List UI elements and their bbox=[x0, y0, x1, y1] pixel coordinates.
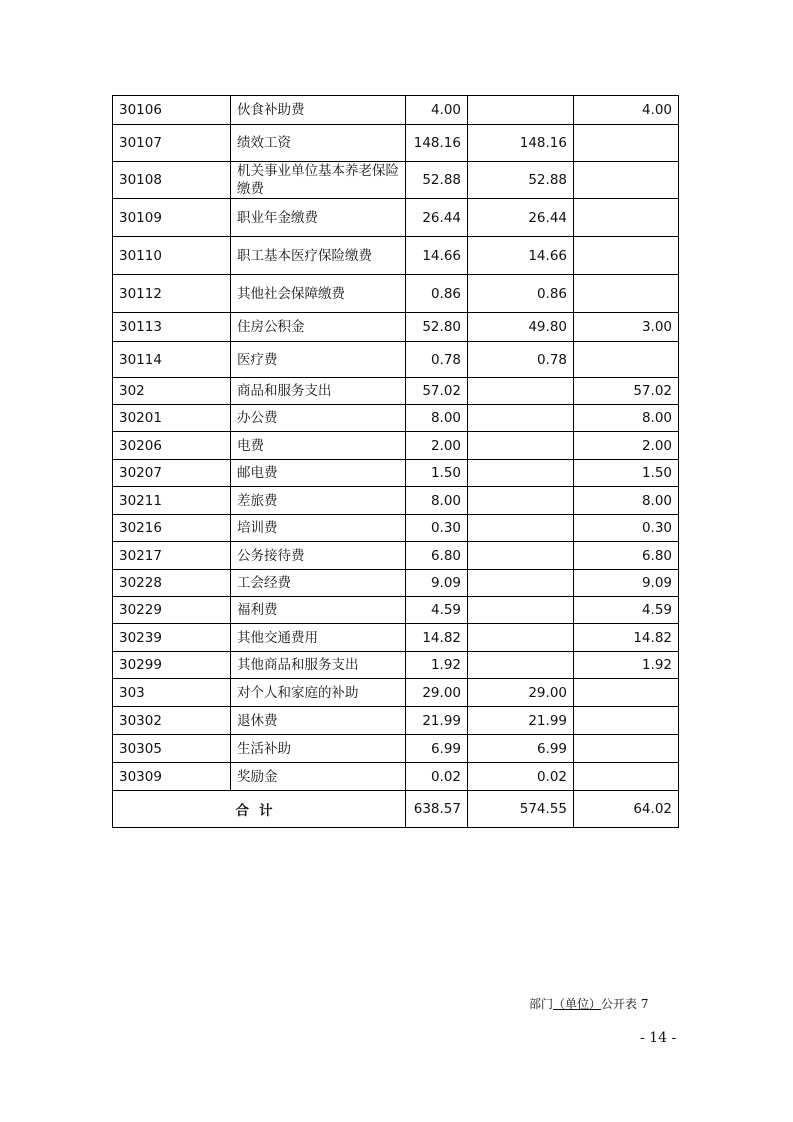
table-row bbox=[113, 342, 679, 378]
amount-project: 4.00 bbox=[574, 96, 679, 125]
amount-basic: 148.16 bbox=[468, 125, 574, 162]
amount-basic bbox=[468, 597, 574, 624]
account-code: 30299 bbox=[113, 652, 231, 679]
amount-basic: 0.02 bbox=[468, 763, 574, 791]
account-code: 30112 bbox=[113, 275, 231, 313]
amount-project bbox=[574, 125, 679, 162]
table-row bbox=[113, 679, 679, 707]
page-number: - 14 - bbox=[640, 1030, 677, 1046]
account-name: 住房公积金 bbox=[231, 313, 406, 342]
account-code: 30206 bbox=[113, 432, 231, 460]
table-row bbox=[113, 199, 679, 237]
account-name: 生活补助 bbox=[231, 735, 406, 763]
account-code: 30229 bbox=[113, 597, 231, 624]
amount-basic bbox=[468, 515, 574, 542]
amount-project bbox=[574, 199, 679, 237]
account-name: 培训费 bbox=[231, 515, 406, 542]
amount-total: 4.00 bbox=[406, 96, 468, 125]
account-code: 30217 bbox=[113, 542, 231, 570]
table-row bbox=[113, 624, 679, 652]
account-name: 绩效工资 bbox=[231, 125, 406, 162]
footer-prefix: 部门 bbox=[529, 997, 554, 1011]
table-footer-title bbox=[529, 995, 648, 1012]
footer-suffix: 公开表 7 bbox=[601, 997, 649, 1011]
table-row bbox=[113, 652, 679, 679]
amount-basic bbox=[468, 96, 574, 125]
table-row bbox=[113, 515, 679, 542]
amount-project bbox=[574, 237, 679, 275]
amount-project: 14.82 bbox=[574, 624, 679, 652]
amount-basic: 49.80 bbox=[468, 313, 574, 342]
account-name: 差旅费 bbox=[231, 487, 406, 515]
amount-total: 0.86 bbox=[406, 275, 468, 313]
amount-basic bbox=[468, 652, 574, 679]
amount-project bbox=[574, 162, 679, 199]
account-code: 30114 bbox=[113, 342, 231, 378]
amount-basic: 0.86 bbox=[468, 275, 574, 313]
account-code: 30305 bbox=[113, 735, 231, 763]
table-row bbox=[113, 460, 679, 487]
amount-basic bbox=[468, 432, 574, 460]
table-row bbox=[113, 570, 679, 597]
account-name: 对个人和家庭的补助 bbox=[231, 679, 406, 707]
amount-project: 8.00 bbox=[574, 405, 679, 432]
amount-project: 0.30 bbox=[574, 515, 679, 542]
account-name: 福利费 bbox=[231, 597, 406, 624]
account-code: 30216 bbox=[113, 515, 231, 542]
amount-total: 14.66 bbox=[406, 237, 468, 275]
account-code: 30228 bbox=[113, 570, 231, 597]
table-row bbox=[113, 96, 679, 125]
table-row bbox=[113, 763, 679, 791]
amount-project: 1.92 bbox=[574, 652, 679, 679]
account-code: 30201 bbox=[113, 405, 231, 432]
amount-project: 57.02 bbox=[574, 378, 679, 405]
amount-total: 21.99 bbox=[406, 707, 468, 735]
table-row bbox=[113, 125, 679, 162]
amount-total: 8.00 bbox=[406, 487, 468, 515]
amount-basic: 52.88 bbox=[468, 162, 574, 199]
table-row bbox=[113, 275, 679, 313]
amount-basic bbox=[468, 378, 574, 405]
amount-basic bbox=[468, 405, 574, 432]
account-name: 退休费 bbox=[231, 707, 406, 735]
amount-basic: 26.44 bbox=[468, 199, 574, 237]
table-row bbox=[113, 487, 679, 515]
amount-basic: 21.99 bbox=[468, 707, 574, 735]
account-name: 邮电费 bbox=[231, 460, 406, 487]
amount-total: 2.00 bbox=[406, 432, 468, 460]
amount-project: 2.00 bbox=[574, 432, 679, 460]
amount-project bbox=[574, 679, 679, 707]
amount-total: 9.09 bbox=[406, 570, 468, 597]
amount-total: 14.82 bbox=[406, 624, 468, 652]
amount-project bbox=[574, 735, 679, 763]
account-name: 机关事业单位基本养老保险缴费 bbox=[231, 162, 406, 199]
table-row bbox=[113, 378, 679, 405]
total-project: 64.02 bbox=[574, 791, 679, 828]
total-amount: 638.57 bbox=[406, 791, 468, 828]
amount-project: 8.00 bbox=[574, 487, 679, 515]
amount-total: 52.88 bbox=[406, 162, 468, 199]
footer-unit: （单位） bbox=[553, 997, 602, 1011]
amount-total: 1.92 bbox=[406, 652, 468, 679]
amount-total: 8.00 bbox=[406, 405, 468, 432]
amount-project: 3.00 bbox=[574, 313, 679, 342]
amount-total: 0.78 bbox=[406, 342, 468, 378]
amount-project bbox=[574, 342, 679, 378]
budget-table bbox=[112, 95, 679, 828]
amount-basic bbox=[468, 487, 574, 515]
amount-basic bbox=[468, 460, 574, 487]
account-code: 30110 bbox=[113, 237, 231, 275]
total-row bbox=[113, 791, 679, 828]
account-code: 30239 bbox=[113, 624, 231, 652]
amount-basic bbox=[468, 624, 574, 652]
amount-project: 9.09 bbox=[574, 570, 679, 597]
table-row bbox=[113, 237, 679, 275]
table-row bbox=[113, 432, 679, 460]
account-name: 公务接待费 bbox=[231, 542, 406, 570]
account-code: 30211 bbox=[113, 487, 231, 515]
account-code: 302 bbox=[113, 378, 231, 405]
total-basic: 574.55 bbox=[468, 791, 574, 828]
table-row bbox=[113, 735, 679, 763]
amount-total: 0.30 bbox=[406, 515, 468, 542]
account-name: 其他商品和服务支出 bbox=[231, 652, 406, 679]
amount-total: 52.80 bbox=[406, 313, 468, 342]
account-name: 办公费 bbox=[231, 405, 406, 432]
amount-basic bbox=[468, 570, 574, 597]
account-name: 伙食补助费 bbox=[231, 96, 406, 125]
amount-basic: 6.99 bbox=[468, 735, 574, 763]
account-code: 30309 bbox=[113, 763, 231, 791]
account-name: 职工基本医疗保险缴费 bbox=[231, 237, 406, 275]
amount-project bbox=[574, 275, 679, 313]
total-label: 合计 bbox=[113, 791, 406, 828]
table-row bbox=[113, 542, 679, 570]
account-code: 30108 bbox=[113, 162, 231, 199]
amount-basic: 14.66 bbox=[468, 237, 574, 275]
amount-total: 29.00 bbox=[406, 679, 468, 707]
account-code: 303 bbox=[113, 679, 231, 707]
table-row bbox=[113, 405, 679, 432]
account-name: 其他社会保障缴费 bbox=[231, 275, 406, 313]
amount-total: 148.16 bbox=[406, 125, 468, 162]
amount-total: 57.02 bbox=[406, 378, 468, 405]
account-name: 医疗费 bbox=[231, 342, 406, 378]
amount-basic bbox=[468, 542, 574, 570]
amount-total: 6.99 bbox=[406, 735, 468, 763]
account-code: 30106 bbox=[113, 96, 231, 125]
table-row bbox=[113, 313, 679, 342]
table-body bbox=[113, 96, 679, 828]
table-row bbox=[113, 162, 679, 199]
table-row bbox=[113, 707, 679, 735]
amount-basic: 0.78 bbox=[468, 342, 574, 378]
amount-total: 4.59 bbox=[406, 597, 468, 624]
account-code: 30109 bbox=[113, 199, 231, 237]
account-name: 电费 bbox=[231, 432, 406, 460]
account-name: 职业年金缴费 bbox=[231, 199, 406, 237]
account-name: 奖励金 bbox=[231, 763, 406, 791]
amount-total: 6.80 bbox=[406, 542, 468, 570]
account-code: 30302 bbox=[113, 707, 231, 735]
amount-project: 1.50 bbox=[574, 460, 679, 487]
account-code: 30113 bbox=[113, 313, 231, 342]
account-name: 其他交通费用 bbox=[231, 624, 406, 652]
account-name: 商品和服务支出 bbox=[231, 378, 406, 405]
amount-total: 1.50 bbox=[406, 460, 468, 487]
amount-project: 4.59 bbox=[574, 597, 679, 624]
amount-total: 0.02 bbox=[406, 763, 468, 791]
table-row bbox=[113, 597, 679, 624]
amount-project: 6.80 bbox=[574, 542, 679, 570]
account-code: 30207 bbox=[113, 460, 231, 487]
account-code: 30107 bbox=[113, 125, 231, 162]
amount-project bbox=[574, 763, 679, 791]
amount-total: 26.44 bbox=[406, 199, 468, 237]
amount-project bbox=[574, 707, 679, 735]
account-name: 工会经费 bbox=[231, 570, 406, 597]
amount-basic: 29.00 bbox=[468, 679, 574, 707]
